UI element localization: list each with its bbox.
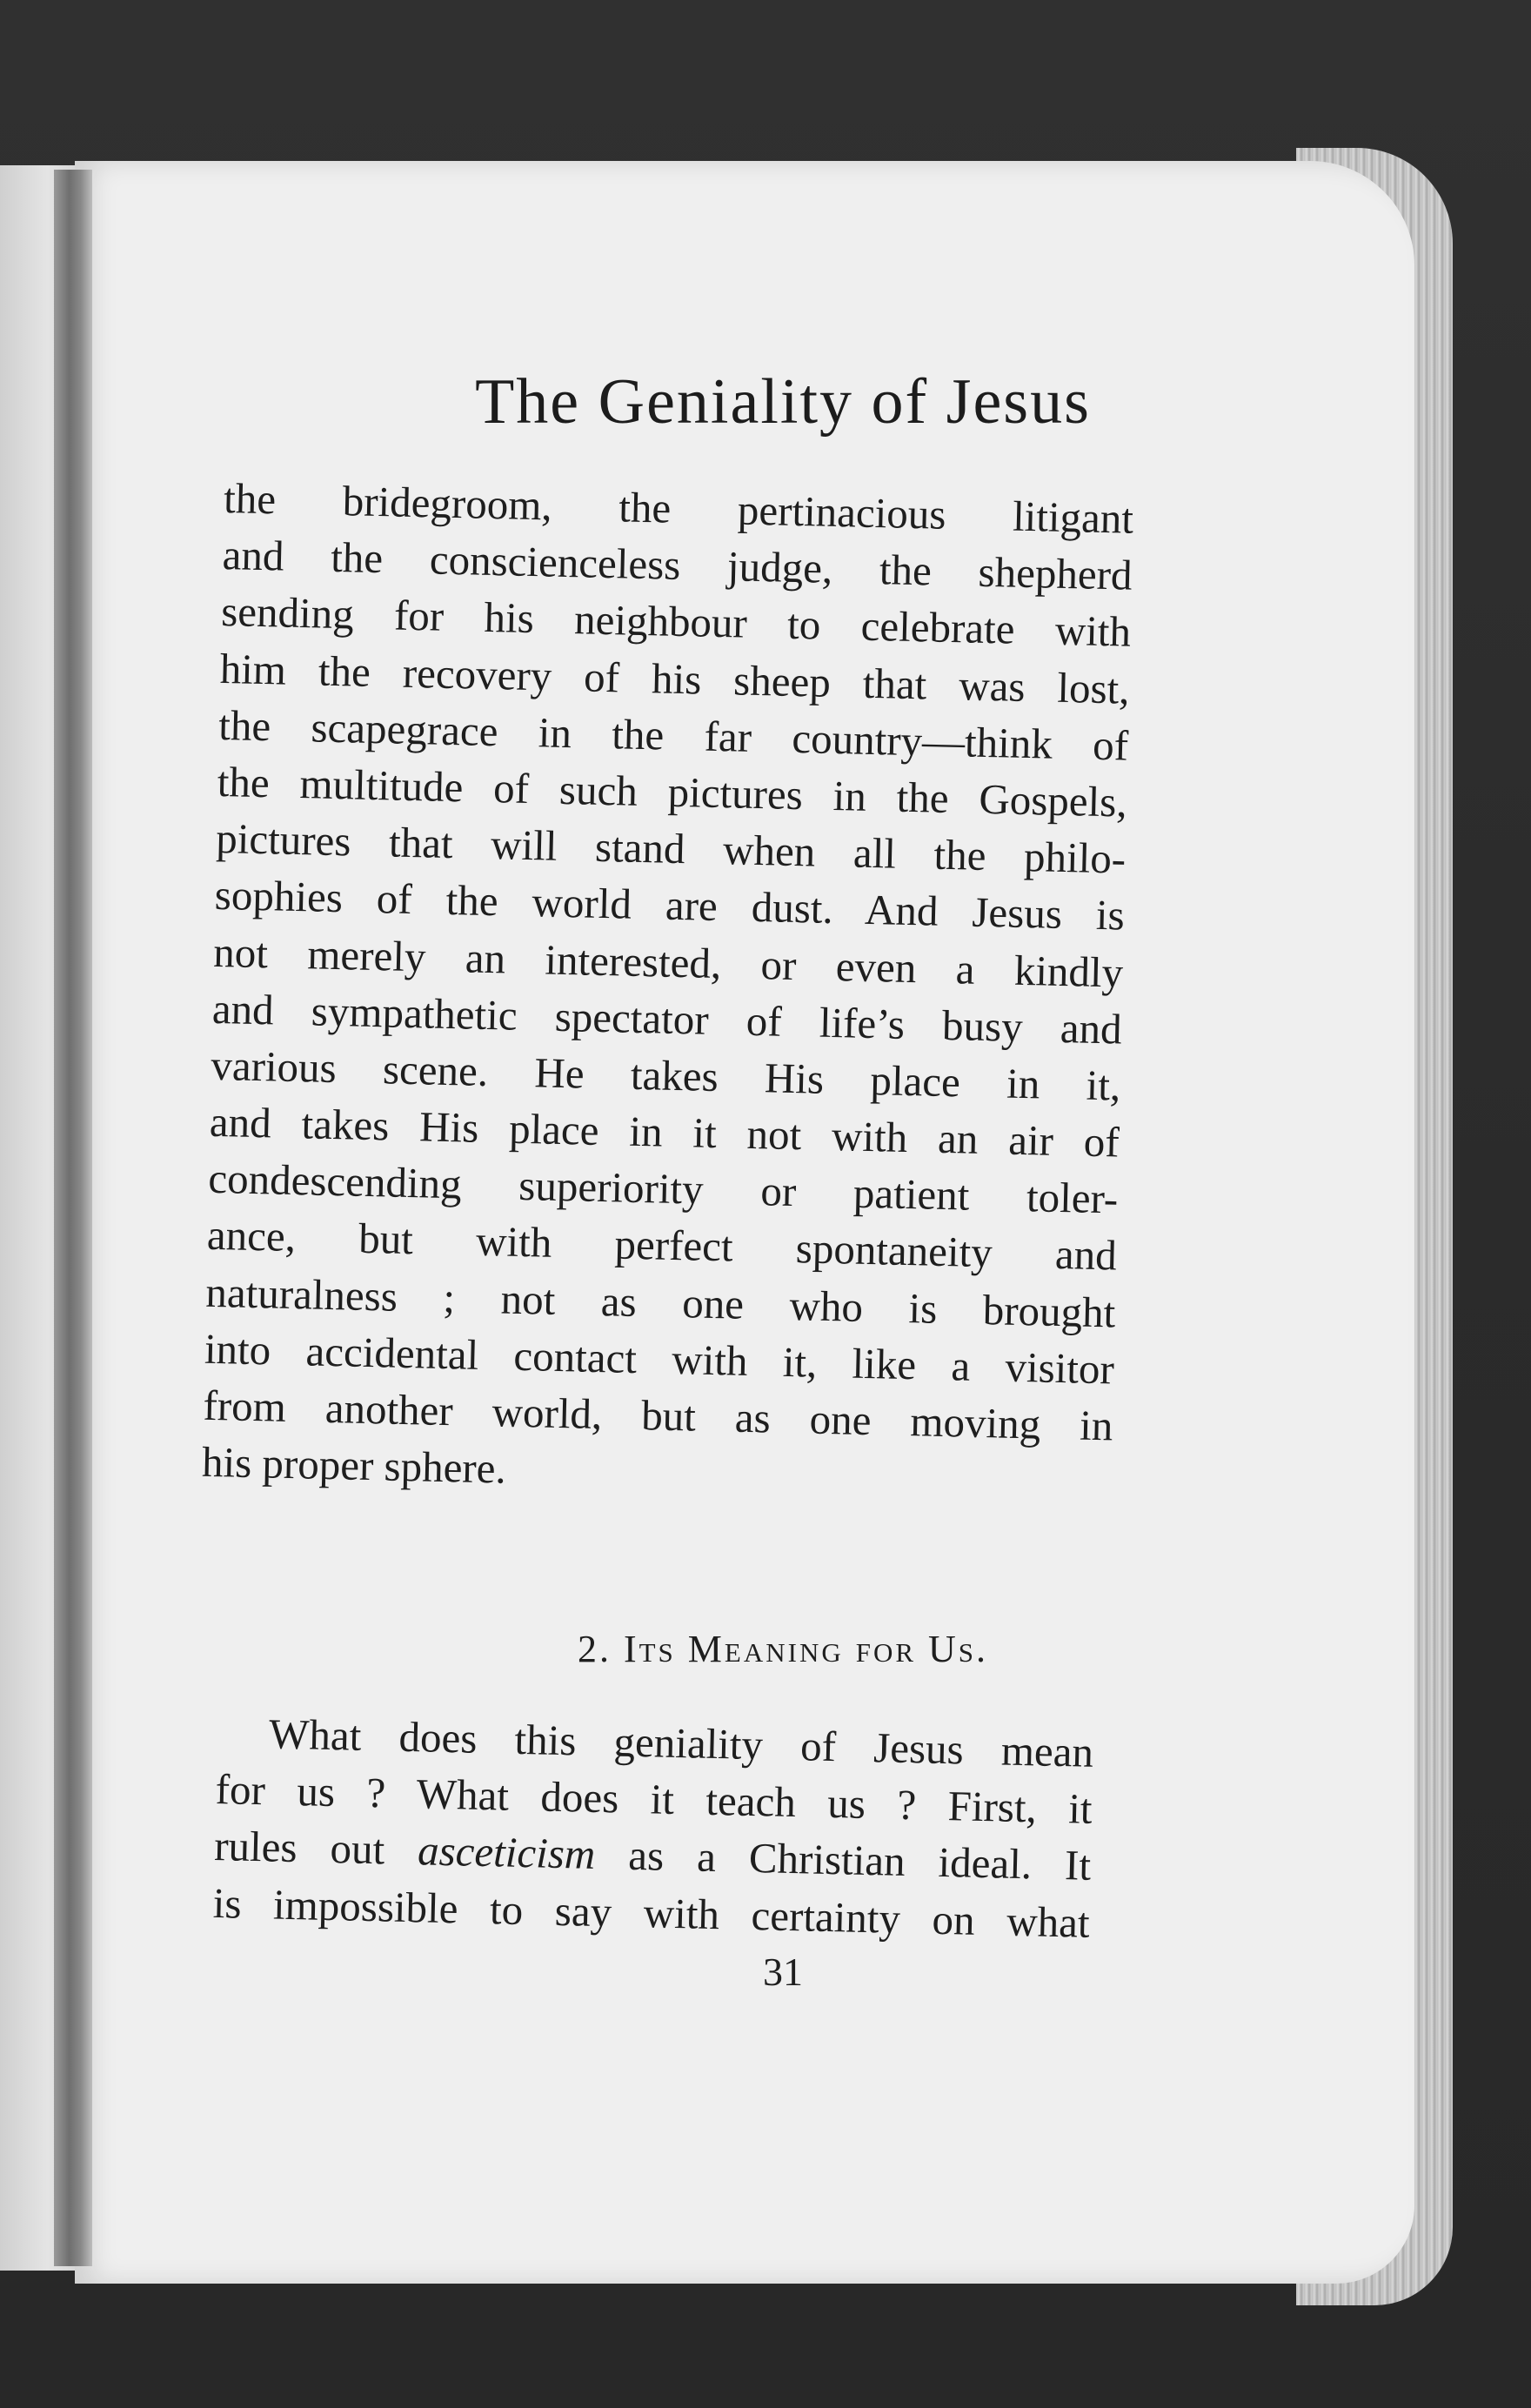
text-line: is impossible to say with certainty on what: [212, 1878, 1091, 1947]
paragraph-2: [212, 1705, 1094, 1952]
page-number: 31: [763, 1950, 803, 1994]
section-heading: 2. Its Meaning for Us.: [577, 1628, 989, 1670]
text-line: not merely an interested, or even a kindly: [212, 927, 1124, 997]
text-line: sending for his neighbour to celebrate with: [220, 587, 1132, 657]
text-line: and sympathetic spectator of life’s busy and: [211, 984, 1123, 1054]
text-line: various scene. He takes His place in it,: [210, 1040, 1121, 1110]
text-line: ance, but with perfect spontaneity and: [206, 1211, 1118, 1280]
running-head: The Geniality of Jesus: [475, 366, 1091, 438]
text-line: What does this geniality of Jesus mean: [268, 1709, 1094, 1776]
text-line: and the conscienceless judge, the shepherd: [222, 531, 1133, 599]
text-line: for us ? What does it teach us ? First, it: [215, 1765, 1093, 1834]
text-run: as a Christian ideal. It: [594, 1830, 1092, 1890]
text-line: the bridegroom, the pertinacious litigant: [223, 473, 1134, 543]
text-run: rules out: [213, 1822, 418, 1875]
text-line: and takes His place in it not with an air of: [209, 1097, 1120, 1167]
text-line: the multitude of such pictures in the Gospels,: [217, 757, 1128, 826]
text-line: condescending superiority or patient toler-: [207, 1154, 1119, 1223]
text-line: pictures that will stand when all the philo-: [215, 814, 1127, 883]
text-line: naturalness ; not as one who is brought: [204, 1268, 1116, 1337]
italic-term: asceticism: [417, 1826, 596, 1879]
paragraph-1: [201, 470, 1133, 1511]
text-line: the scapegrace in the far country—think of: [217, 700, 1129, 770]
text-line: him the recovery of his sheep that was lost,: [219, 644, 1131, 713]
text-line: from another world, but as one moving in: [202, 1381, 1113, 1450]
text-line: his proper sphere.: [201, 1437, 507, 1493]
text-line: sophies of the world are dust. And Jesus is: [214, 871, 1126, 940]
text-line: into accidental contact with it, like a visitor: [204, 1324, 1115, 1394]
